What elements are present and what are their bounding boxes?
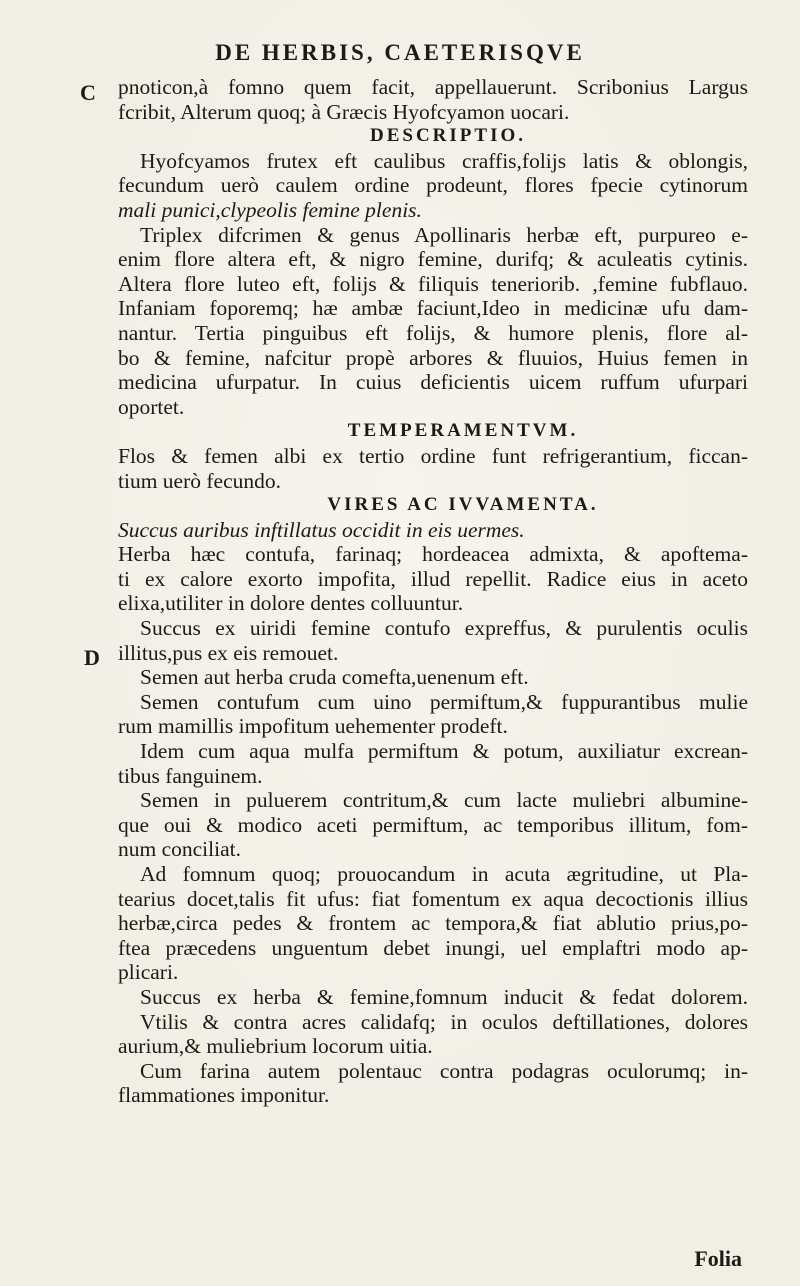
text-line: Semen aut herba cruda comefta,uenenum eft. [140,665,529,690]
text-line: num conciliat. [118,837,241,862]
text-line: tibus fanguinem. [118,763,263,788]
text-line: Succus ex uiridi femine contufo expreffus, & purulentis oculis [140,616,748,641]
text-line: ftea præcedens unguentum debet inungi, uel emplaftri modo ap- [118,935,748,960]
text-line: nantur. Tertia pinguibus eft folijs, & humore plenis, flore al- [118,320,748,345]
text-line: oportet. [118,394,185,419]
section-heading-temperamentum: TEMPERAMENTVM. [347,420,579,442]
text-line: Idem cum aqua mulfa permiftum & potum, auxiliatur excrean- [140,739,748,764]
text-line: medicina ufurpatur. In cuius deficientis uicem ruffum ufurpari [118,370,748,395]
running-head: DE HERBIS, CAETERISQVE [215,40,585,65]
text-line: ti ex calore exorto impofita, illud repellit. Radice eius in aceto [118,566,748,591]
margin-letter-c: C [80,80,96,105]
text-line: Vtilis & contra acres calidafq; in oculos deftillationes, dolores [140,1009,748,1034]
text-line: Ad fomnum quoq; prouocandum in acuta ægritudine, ut Pla- [140,862,748,886]
text-line: que oui & modico aceti permiftum, ac temporibus illitum, fom- [118,812,748,837]
text-line: illitus,pus ex eis remouet. [118,640,339,665]
text-line: Hyofcyamos frutex eft caulibus craffis,folijs latis & oblongis, [140,148,748,173]
text-line: Triplex difcrimen & genus Apollinaris herbæ eft, purpureo e- [140,222,748,247]
text-line: Succus auribus inftillatus occidit in eis uermes. [118,517,525,542]
text-line: fcribit, Alterum quoq; à Græcis Hyofcyamon uocari. [118,99,570,124]
text-line: elixa,utiliter in dolore dentes colluuntur. [118,591,464,616]
text-line: Semen in puluerem contritum,& cum lacte muliebri albumine- [140,788,748,813]
text-line: mali punici,clypeolis femine plenis. [118,197,422,222]
text-line: enim flore altera eft, & nigro femine, durifq; & aculeatis cytinis. [118,247,748,272]
text-line: rum mamillis impofitum uehementer prodeft. [118,714,508,739]
text-line: tearius docet,talis fit ufus: fiat fomentum ex aqua decoctionis illius [118,886,748,911]
text-line: pnoticon,à fomno quem facit, appellauerunt. Scribonius Largus [118,75,748,99]
text-line: aurium,& muliebrium locorum uitia. [118,1034,433,1059]
section-heading-vires: VIRES AC IVVAMENTA. [327,494,599,516]
text-line: Succus ex herba & femine,fomnum inducit & fedat dolorem. [140,984,748,1009]
catchword: Folia [694,1246,742,1271]
text-line: Flos & femen albi ex tertio ordine funt refrigerantium, ficcan- [118,443,748,468]
text-line: Herba hæc contufa, farinaq; hordeacea admixta, & apoftema- [118,542,748,567]
section-heading-descriptio: DESCRIPTIO. [370,125,526,147]
text-line: Infaniam foporemq; hæ ambæ faciunt,Ideo in medicinæ ufu dam- [118,296,748,321]
main-text [118,75,748,1108]
text-line: Semen contufum cum uino permiftum,& fuppurantibus mulie [140,689,748,714]
text-line: bo & femine, nafcitur propè arbores & fluuios, Huius femen in [118,345,748,370]
text-line: herbæ,circa pedes & frontem ac tempora,& fiat ablutio prius,po- [118,911,748,936]
margin-letter-d: D [84,645,100,670]
text-line: tium uerò fecundo. [118,468,281,493]
text-line: fecundum uerò caulem ordine prodeunt, flores fpecie cytinorum [118,173,748,198]
text-line: plicari. [118,960,179,985]
text-line: flammationes imponitur. [118,1083,330,1108]
text-line: Altera flore luteo eft, folijs & filiquis teneriorib. ,femine fubflauo. [118,271,748,296]
text-line: Cum farina autem polentauc contra podagras oculorumq; in- [140,1058,748,1083]
